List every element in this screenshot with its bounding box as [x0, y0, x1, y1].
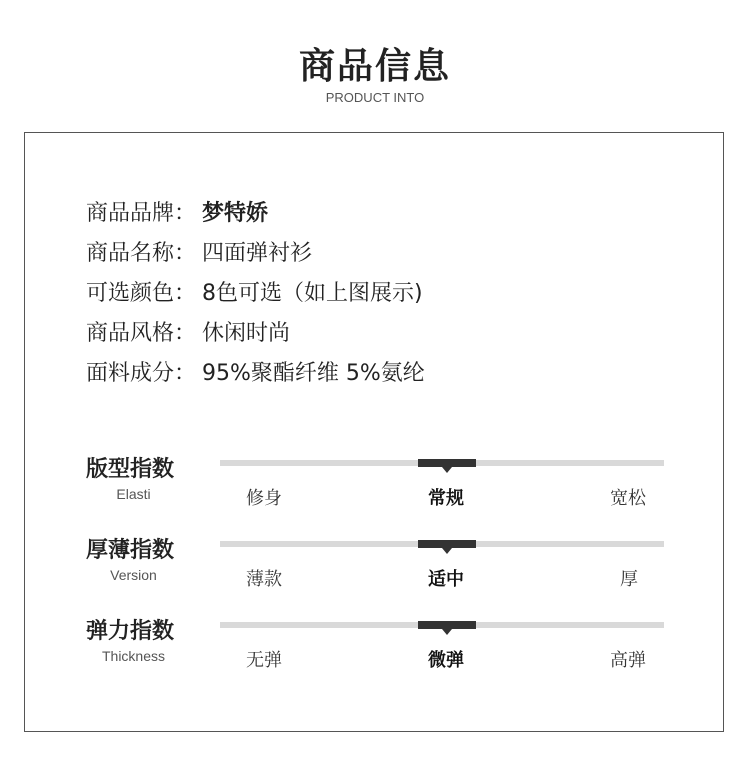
product-info-list	[86, 196, 425, 396]
info-value: 95%聚酯纤维 5%氨纶	[202, 361, 425, 386]
metric-indicator	[418, 459, 476, 467]
metric-elasticity	[0, 614, 750, 684]
info-label: 商品名称：	[86, 241, 197, 266]
info-value: 休闲时尚	[202, 321, 291, 346]
indicator-pointer-icon	[442, 629, 452, 635]
indicator-pointer-icon	[442, 467, 452, 473]
metric-indicator	[418, 621, 476, 629]
metric-option-low: 薄款	[246, 569, 282, 590]
metric-indicator	[418, 540, 476, 548]
page-title: 商品信息	[298, 46, 451, 87]
metric-option-selected: 微弹	[428, 650, 464, 671]
metric-option-high: 厚	[620, 569, 638, 590]
metric-scale-track	[220, 622, 664, 628]
info-row-colors	[86, 276, 425, 316]
info-row-material	[86, 356, 425, 396]
info-label: 面料成分：	[86, 361, 197, 386]
info-value: 8色可选（如上图展示)	[202, 281, 423, 306]
info-value: 四面弹衬衫	[202, 241, 313, 266]
metric-fit	[0, 452, 750, 522]
metric-english-label: Version	[110, 567, 157, 583]
metric-option-low: 修身	[246, 488, 282, 509]
info-row-name	[86, 236, 425, 276]
metric-english-label: Thickness	[101, 648, 166, 664]
info-row-style	[86, 316, 425, 356]
page-subtitle: PRODUCT INTO	[325, 90, 425, 105]
info-value: 梦特娇	[202, 201, 269, 226]
metric-english-label: Elasti	[116, 486, 151, 502]
info-label: 商品品牌：	[86, 201, 197, 226]
metric-name: 厚薄指数	[86, 538, 175, 563]
metric-option-low: 无弹	[246, 650, 282, 671]
metric-option-high: 宽松	[610, 488, 646, 509]
metric-option-selected: 常规	[428, 488, 464, 509]
indicator-pointer-icon	[442, 548, 452, 554]
metric-scale-track	[220, 541, 664, 547]
metric-option-selected: 适中	[428, 569, 464, 590]
metric-name: 弹力指数	[86, 619, 175, 644]
info-label: 可选颜色：	[86, 281, 197, 306]
metric-thickness	[0, 533, 750, 603]
info-row-brand	[86, 196, 425, 236]
metric-name: 版型指数	[86, 457, 175, 482]
info-label: 商品风格：	[86, 321, 197, 346]
metric-scale-track	[220, 460, 664, 466]
metric-option-high: 高弹	[610, 650, 646, 671]
